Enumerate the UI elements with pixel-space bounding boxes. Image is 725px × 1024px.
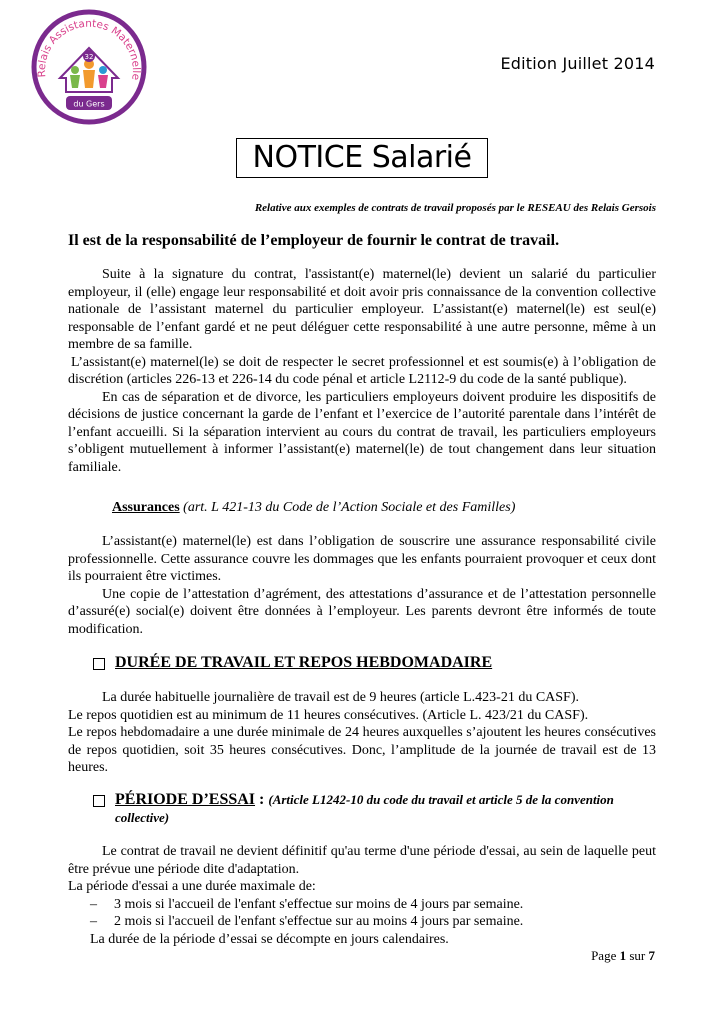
periode-paragraph-1: Le contrat de travail ne devient définitif qu'au terme d'une période d'essai, au sein de laquelle peut être prévue une période dite d'adaptation. xyxy=(68,844,656,877)
duree-title: DURÉE DE TRAVAIL ET REPOS HEBDOMADAIRE xyxy=(115,654,493,671)
assurances-reference: (art. L 421-13 du Code de l’Action Sociale et des Familles) xyxy=(183,500,516,515)
logo-graphic xyxy=(30,8,148,126)
duree-line-3: Le repos hebdomadaire a une durée minimale de 24 heures auxquelles s’ajoutent les heures consécutives de repos quotidien, soit 35 heures consécutives. Donc, l’amplitude de la journée de travail est de 13 heures. xyxy=(68,725,656,775)
relais-logo xyxy=(30,8,148,126)
duree-section xyxy=(68,689,656,777)
periode-paragraph-2: La période d'essai a une durée maximale de: xyxy=(68,879,316,894)
intro-paragraph-3: En cas de séparation et de divorce, les particuliers employeurs doivent produire les dispositifs de décisions de justice concernant la garde de l’enfant et l’exercice de l’autorité parentale dans l’intérêt de l’enfant accueilli. Si la séparation intervient au cours du contrat de travail, les particuliers employeurs s’obligent mutuellement à informer l’assistant(e) maternel(le) de tout changement dans leur situation familiale. xyxy=(68,389,656,475)
assurances-label: Assurances xyxy=(112,500,180,515)
logo-arc-text: Relais Assistantes Maternelle xyxy=(35,17,143,81)
assurances-section xyxy=(68,533,656,638)
logo-caption: du Gers xyxy=(73,99,105,109)
checkbox-icon xyxy=(93,658,105,670)
periode-section xyxy=(68,843,656,948)
edition-date: Edition Juillet 2014 xyxy=(500,54,655,73)
periode-colon: : xyxy=(255,791,269,808)
page-title: NOTICE Salarié xyxy=(236,138,488,178)
assurances-paragraph-2: Une copie de l’attestation d’agrément, des attestations d’assurance et de l’attestation personnelle d’assuré(e) social(e) doivent être données à l’employeur. Les parents devront être informés de toute modification. xyxy=(68,586,656,637)
intro-section xyxy=(68,266,656,476)
duree-line-2: Le repos quotidien est au minimum de 11 heures consécutives. (Article L. 423/21 du CASF). xyxy=(68,707,589,723)
periode-title-block xyxy=(115,791,665,827)
intro-paragraph-1: Suite à la signature du contrat, l'assistant(e) maternel(le) devient un salarié du particulier employeur, il (elle) engage leur responsabilité et doit avoir pris connaissance de la convention collective nationale de l’assistant maternel du particulier employeur. L’assistant(e) maternel(le) est seul(e) responsable de l’enfant gardé et ne peut déléguer cette responsabilité à une autre personne, même à un membre de sa famille. xyxy=(68,267,656,352)
page-number: Page 1 sur 7 xyxy=(591,948,655,963)
checkbox-icon xyxy=(93,795,105,807)
logo-number: 32 xyxy=(84,53,94,61)
periode-reference: (Article L1242-10 du code du travail et article 5 de la convention collective) xyxy=(115,792,614,825)
duree-heading xyxy=(90,654,492,672)
intro-paragraph-2: L’assistant(e) maternel(le) se doit de respecter le secret professionnel et est soumis(e) à l’obligation de discrétion (articles 226-13 et 226-14 du code pénal et article L2112-9 du code de la santé publique). xyxy=(68,354,656,387)
main-heading: Il est de la responsabilité de l’employeur de fournir le contrat de travail. xyxy=(68,232,560,249)
list-item: – 2 mois si l'accueil de l'enfant s'effectue sur au moins 4 jours par semaine. xyxy=(90,914,524,929)
assurances-paragraph-1: L’assistant(e) maternel(le) est dans l’obligation de souscrire une assurance responsabilité civile professionnelle. Cette assurance couvre les dommages que les enfants pourraient provoquer et ceux dont ils pourraient être victimes. xyxy=(68,534,656,584)
periode-heading xyxy=(90,791,665,827)
periode-list xyxy=(68,896,656,931)
periode-title: PÉRIODE D’ESSAI xyxy=(115,791,256,808)
assurances-heading xyxy=(112,500,515,516)
subtitle: Relative aux exemples de contrats de travail proposés par le RESEAU des Relais Gersois xyxy=(254,202,656,214)
list-item: – 3 mois si l'accueil de l'enfant s'effectue sur moins de 4 jours par semaine. xyxy=(90,896,524,912)
duree-line-1: La durée habituelle journalière de travail est de 9 heures (article L.423-21 du CASF). xyxy=(102,690,579,705)
periode-paragraph-3: La durée de la période d’essai se décompte en jours calendaires. xyxy=(90,931,449,947)
